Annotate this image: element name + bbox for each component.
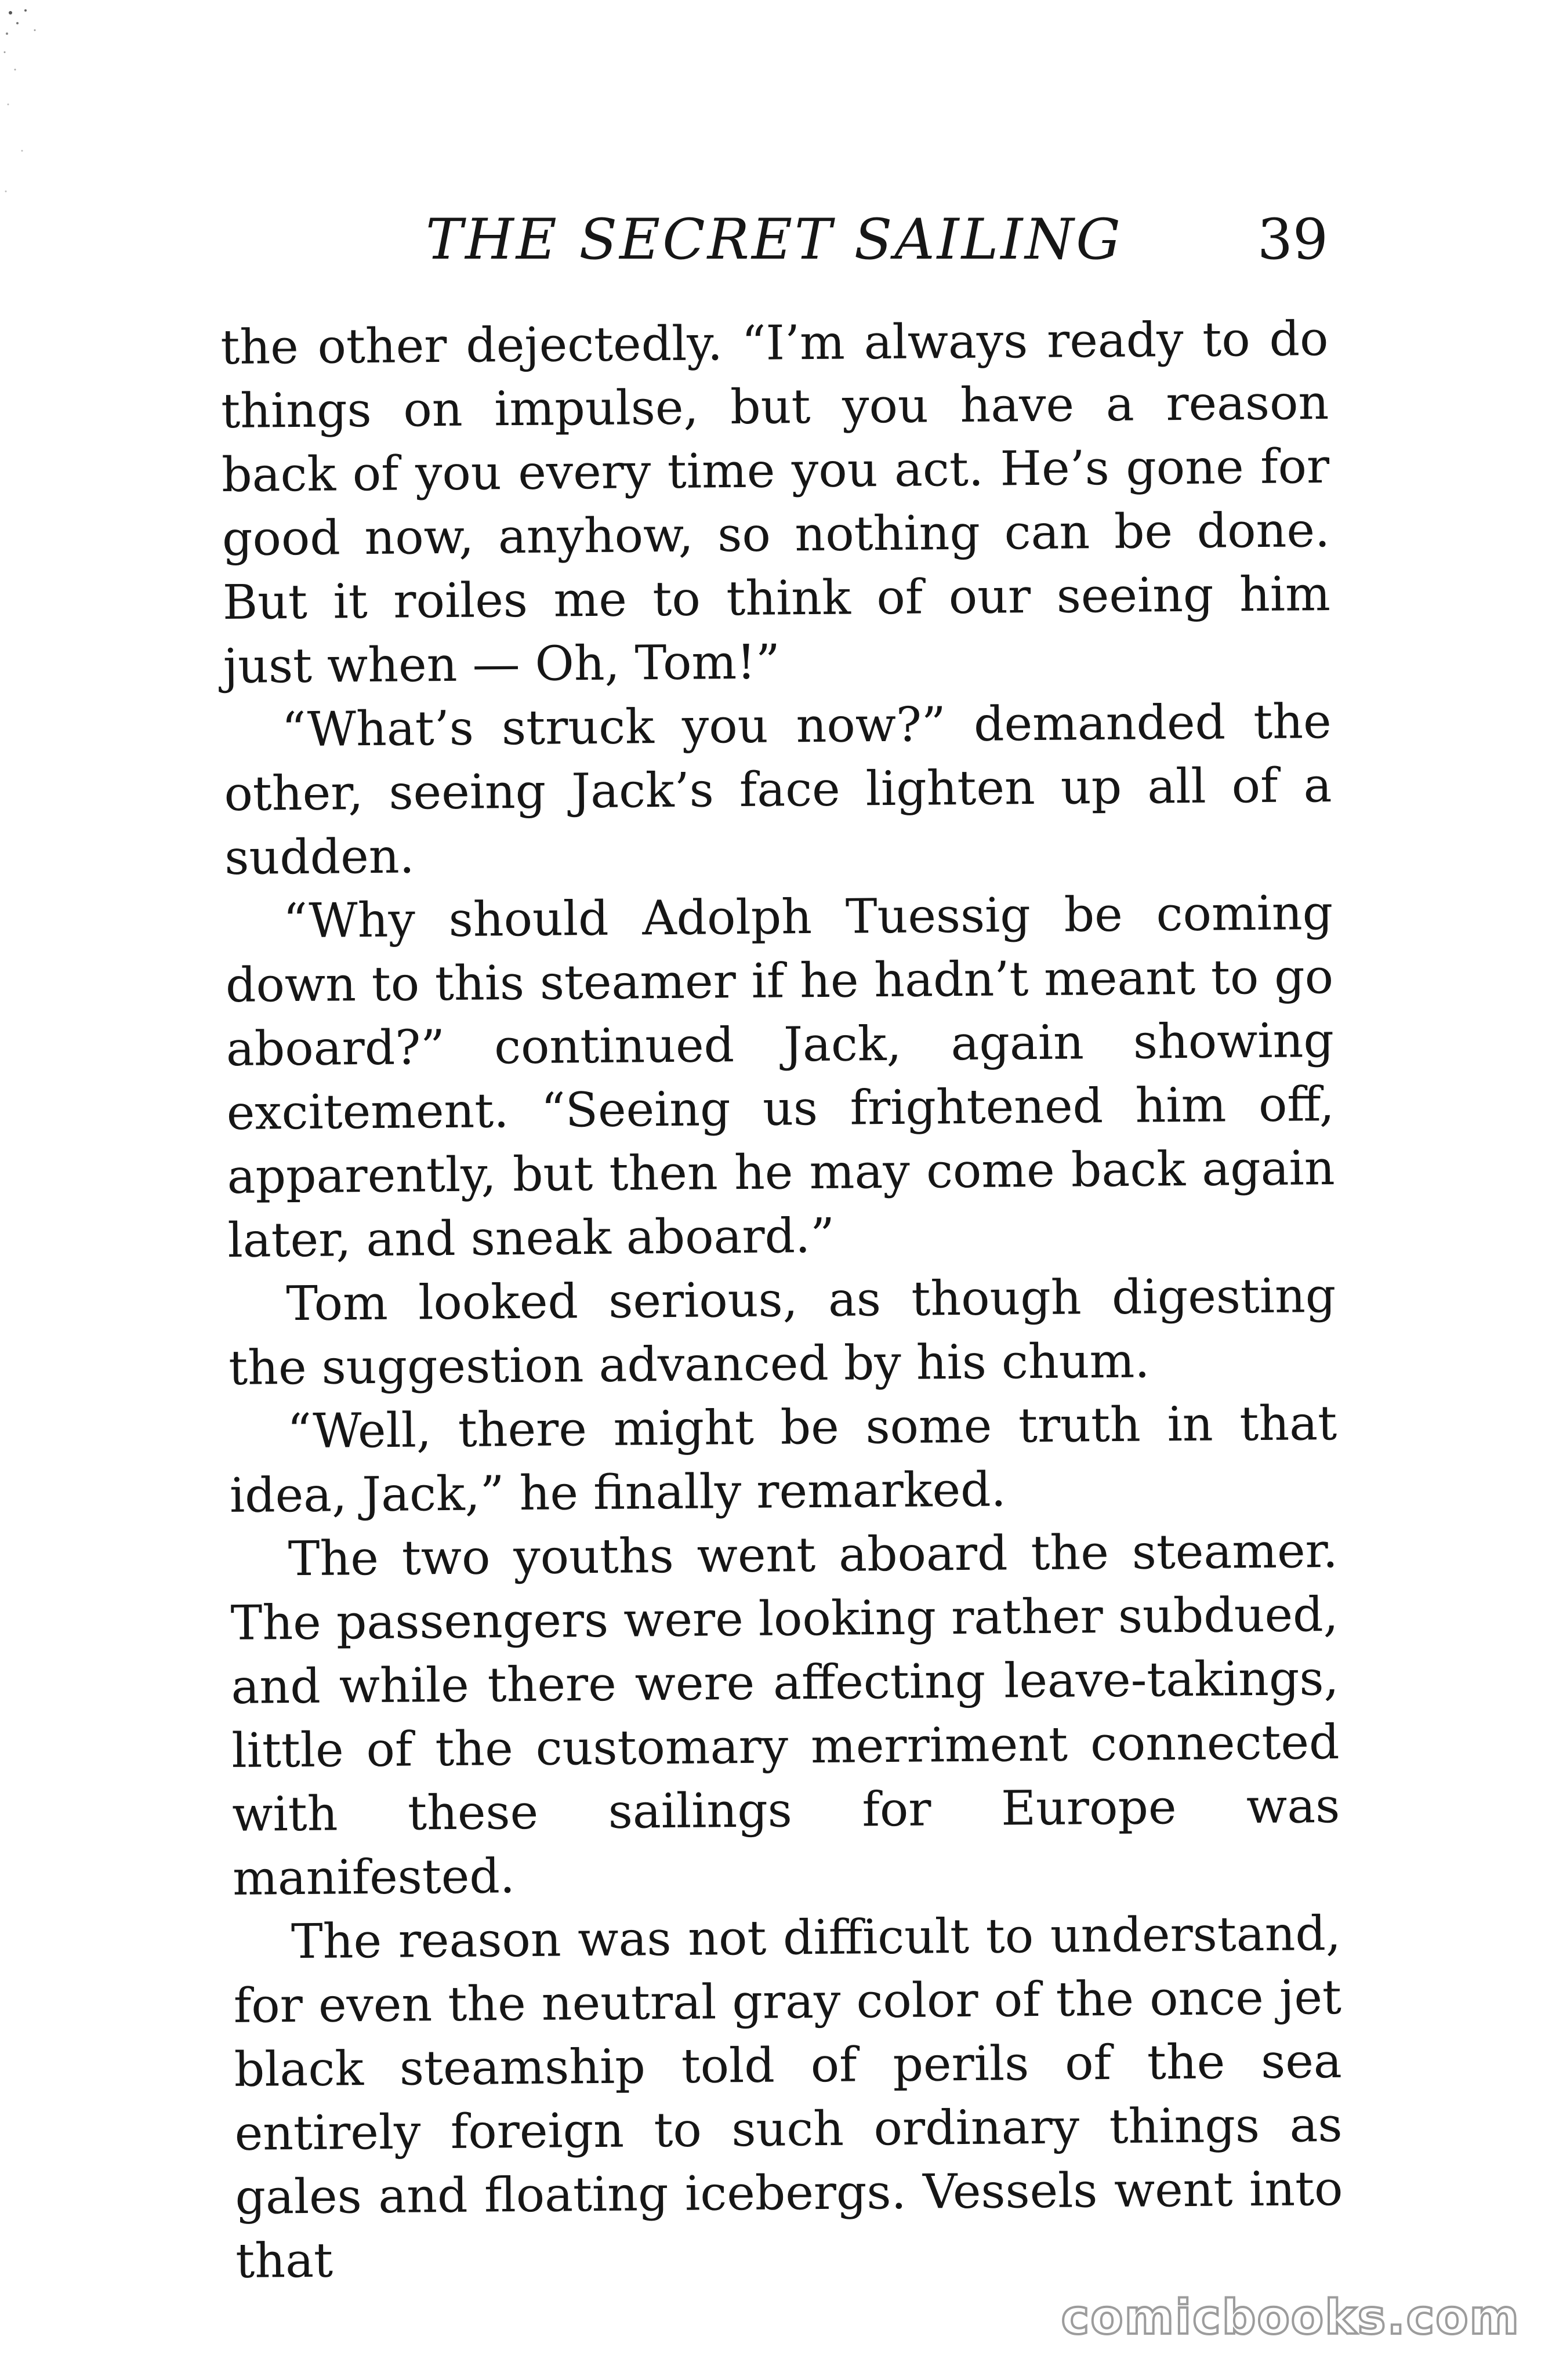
- site-watermark: comicbooks.com: [1061, 2290, 1520, 2345]
- running-head-title: THE SECRET SAILING: [426, 207, 1123, 272]
- paragraph: “Well, there might be some truth in that idea, Jack,” he finally remarked.: [229, 1395, 1337, 1523]
- running-head: [220, 197, 1328, 278]
- body-text: [220, 307, 1343, 2289]
- scan-speckles: [0, 0, 104, 220]
- paragraph: “What’s struck you now?” demanded the other, seeing Jack’s face lighten up all of a sudden.: [224, 694, 1332, 886]
- paragraph: Tom looked serious, as though digesting the suggestion advanced by his chum.: [228, 1268, 1336, 1396]
- paragraph: The reason was not difficult to understand, for even the neutral gray color of the once jet black steamship told of perils of the sea entirely foreign to such ordinary things as gales and floating icebergs. Vessels went into that: [233, 1906, 1343, 2289]
- paragraph: “Why should Adolph Tuessig be coming down to this steamer if he hadn’t meant to go aboard?” continued Jack, again showing excitement. “Seeing us frightened him off, apparently, but then he may come back again later, and sneak aboard.”: [225, 885, 1335, 1268]
- paragraph: The two youths went aboard the steamer. The passengers were looking rather subdued, and while there were affecting leave-takings, little of the customary merriment connected with these sailings for Europe was manifested.: [230, 1523, 1340, 1906]
- paragraph-continued: the other dejectedly. “I’m always ready to do things on impulse, but you have a reason back of you every time you act. He’s gone for good now, anyhow, so nothing can be done. But it roiles me to think of our seeing him just when — Oh, Tom!”: [220, 311, 1331, 694]
- page-number: 39: [1257, 207, 1328, 272]
